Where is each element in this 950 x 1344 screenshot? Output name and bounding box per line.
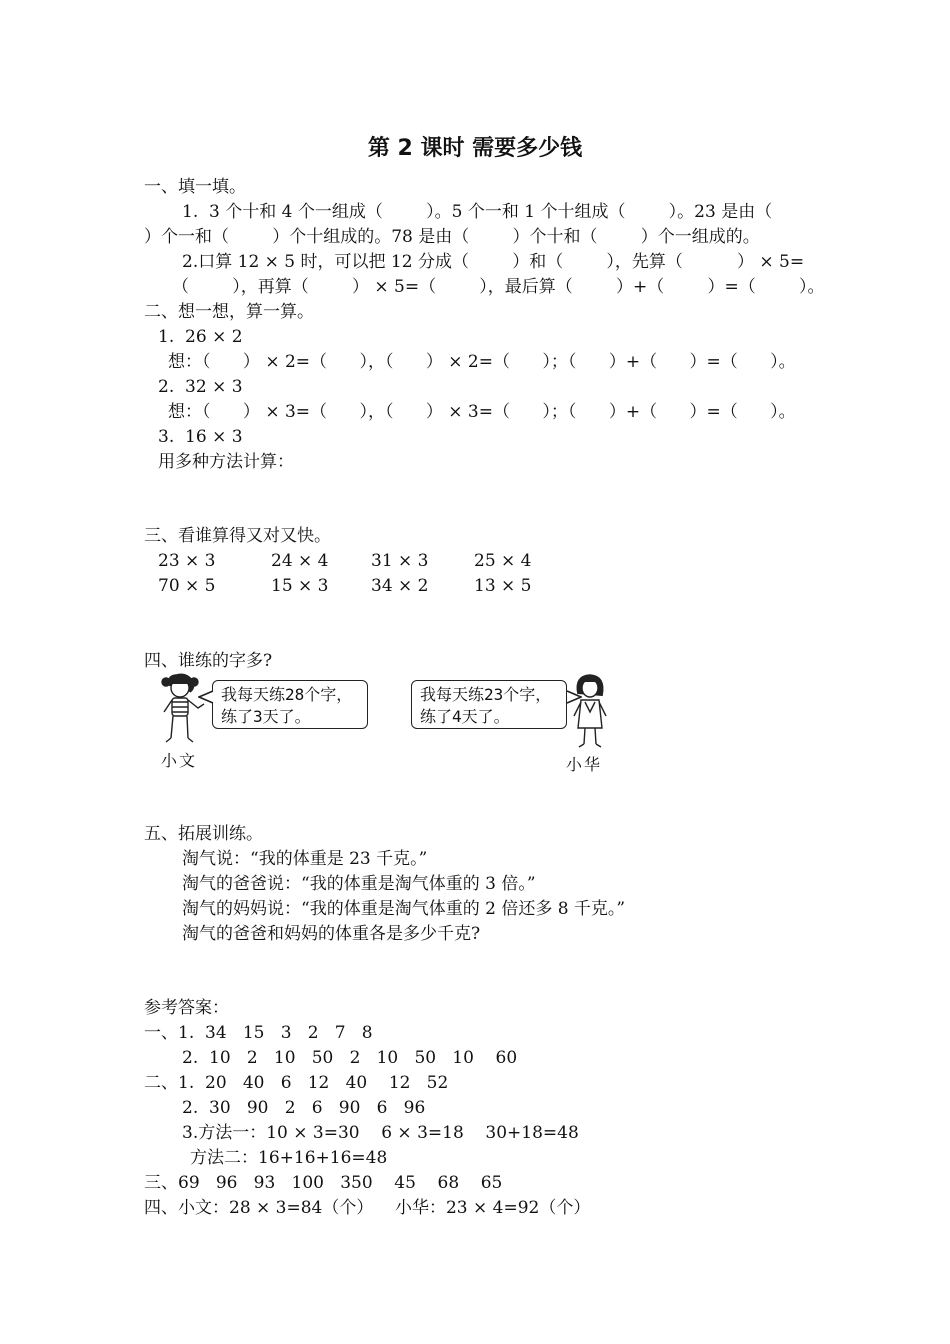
question-2-1: 1. 26 × 2 xyxy=(158,327,243,347)
calc-item: 24 × 4 xyxy=(271,551,329,571)
answer-line: 二、1. 20 40 6 12 40 12 52 xyxy=(144,1073,449,1093)
section-1-line-4: （ ），再算（ ） × 5=（ ），最后算（ ）+（ ）=（ ）。 xyxy=(172,277,825,297)
question-2-3-note: 用多种方法计算： xyxy=(158,452,294,472)
calc-item: 34 × 2 xyxy=(371,576,429,596)
bubble-text: 我每天练23个字， xyxy=(420,685,552,704)
name-xiaowen: 小文 xyxy=(161,751,198,770)
answer-line: 一、1. 34 15 3 2 7 8 xyxy=(144,1023,373,1043)
calc-item: 25 × 4 xyxy=(474,551,532,571)
name-xiaohua: 小华 xyxy=(566,755,603,774)
section-1-line-2: ）个一和（ ）个十组成的。78 是由（ ）个十和（ ）个一组成的。 xyxy=(144,227,760,247)
answer-line: 四、小文：28 × 3=84（个） 小华：23 × 4=92（个） xyxy=(144,1198,591,1218)
answers-heading: 参考答案： xyxy=(144,998,229,1018)
speech-bubble-xiaohua xyxy=(411,680,567,729)
section-2-heading: 二、想一想，算一算。 xyxy=(144,302,314,322)
speech-bubble-xiaowen xyxy=(212,680,368,729)
section-3-heading: 三、看谁算得又对又快。 xyxy=(144,526,331,546)
section-1-line-3: 2.口算 12 × 5 时，可以把 12 分成（ ）和（ ），先算（ ） × 5= xyxy=(182,252,805,272)
section-5-line: 淘气说：“我的体重是 23 千克。” xyxy=(182,849,428,869)
section-5-line: 淘气的妈妈说：“我的体重是淘气体重的 2 倍还多 8 千克。” xyxy=(182,899,626,919)
page-title: 第 2 课时 需要多少钱 xyxy=(367,136,583,161)
calc-item: 13 × 5 xyxy=(474,576,532,596)
section-1-line-1: 1. 3 个十和 4 个一组成（ ）。5 个一和 1 个十组成（ ）。23 是由（ xyxy=(182,202,773,222)
calc-item: 15 × 3 xyxy=(271,576,329,596)
section-5-line: 淘气的爸爸和妈妈的体重各是多少千克? xyxy=(182,924,481,944)
answer-line: 2. 30 90 2 6 90 6 96 xyxy=(182,1098,426,1118)
bubble-text: 练了3天了。 xyxy=(221,707,311,726)
question-2-2-think: 想：（ ） × 3=（ ），（ ） × 3=（ ）；（ ）+（ ）=（ ）。 xyxy=(168,402,796,422)
section-5-heading: 五、拓展训练。 xyxy=(144,824,263,844)
question-2-3: 3. 16 × 3 xyxy=(158,427,243,447)
girl-xiaowen-illustration xyxy=(158,672,210,752)
question-2-1-think: 想：（ ） × 2=（ ），（ ） × 2=（ ）；（ ）+（ ）=（ ）。 xyxy=(168,352,796,372)
answer-line: 2. 10 2 10 50 2 10 50 10 60 xyxy=(182,1048,518,1068)
section-5-line: 淘气的爸爸说：“我的体重是淘气体重的 3 倍。” xyxy=(182,874,536,894)
question-2-2: 2. 32 × 3 xyxy=(158,377,243,397)
answer-line: 3.方法一：10 × 3=30 6 × 3=18 30+18=48 xyxy=(182,1123,579,1143)
bubble-tail-left xyxy=(198,690,214,704)
bubble-text: 练了4天了。 xyxy=(420,707,510,726)
bubble-text: 我每天练28个字， xyxy=(221,685,353,704)
answer-line: 三、69 96 93 100 350 45 68 65 xyxy=(144,1173,503,1193)
answer-line: 方法二：16+16+16=48 xyxy=(190,1148,388,1168)
calc-item: 70 × 5 xyxy=(158,576,216,596)
section-4-heading: 四、谁练的字多? xyxy=(144,651,273,671)
girl-xiaohua-illustration xyxy=(568,672,612,752)
section-1-heading: 一、填一填。 xyxy=(144,177,246,197)
calc-item: 31 × 3 xyxy=(371,551,429,571)
calc-item: 23 × 3 xyxy=(158,551,216,571)
